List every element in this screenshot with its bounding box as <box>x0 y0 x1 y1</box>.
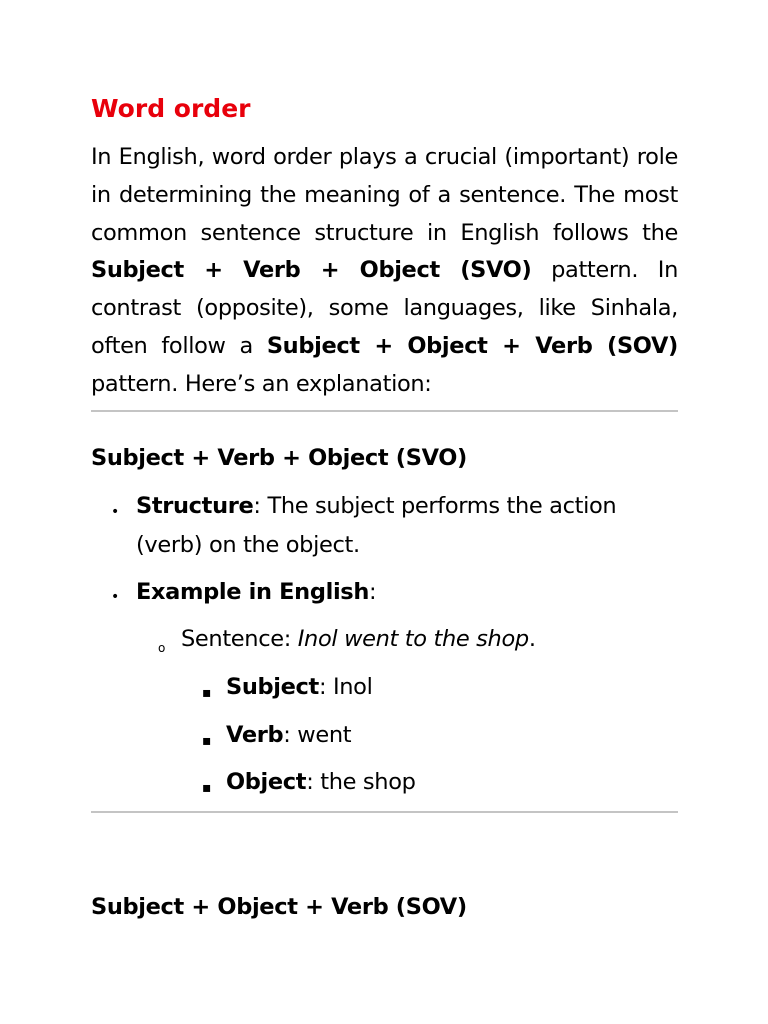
structure-label: Structure <box>136 493 254 519</box>
horizontal-rule <box>91 410 678 412</box>
intro-svo-bold: Subject + Verb + Object (SVO) <box>91 257 532 284</box>
svo-heading: Subject + Verb + Object (SVO) <box>91 445 467 471</box>
intro-sov-bold: Subject + Object + Verb (SOV) <box>266 332 678 359</box>
list-item-object <box>226 763 416 802</box>
list-item-sentence <box>181 620 536 659</box>
list-item-verb <box>226 716 351 755</box>
horizontal-rule <box>91 811 678 813</box>
intro-text-3: pattern. Here’s an explanation: <box>91 370 432 397</box>
verb-label: Verb <box>226 722 284 748</box>
object-value: : the shop <box>306 769 416 795</box>
sentence-end: . <box>528 626 536 652</box>
subject-label: Subject <box>226 674 319 700</box>
intro-text-2: pattern. In contrast (opposite), some languages, like Sinhala, often follow a <box>91 257 678 359</box>
list-item-structure <box>136 487 656 564</box>
sentence-label: Sentence: <box>181 626 298 652</box>
sentence-text: Inol went to the shop <box>297 626 529 652</box>
bullet-icon: • <box>111 504 120 520</box>
intro-text-1: In English, word order plays a crucial (important) role in determining the meaning of a sentence. The most common sentence structure in English follows the <box>91 144 678 246</box>
example-label: Example in English <box>136 579 370 605</box>
document-title: Word order <box>91 94 251 123</box>
bullet-icon: • <box>111 589 120 605</box>
structure-text: : The subject performs the action (verb) on the object. <box>136 493 617 558</box>
circle-bullet-icon: o <box>158 641 166 655</box>
square-bullet-icon: ▪ <box>202 733 212 749</box>
list-item-example <box>136 573 656 612</box>
intro-paragraph <box>91 139 678 404</box>
verb-value: : went <box>283 722 352 748</box>
sov-heading: Subject + Object + Verb (SOV) <box>91 894 467 920</box>
example-colon: : <box>369 579 377 605</box>
square-bullet-icon: ▪ <box>202 685 212 701</box>
list-item-subject <box>226 668 373 707</box>
subject-value: : Inol <box>318 674 373 700</box>
object-label: Object <box>226 769 307 795</box>
square-bullet-icon: ▪ <box>202 780 212 796</box>
